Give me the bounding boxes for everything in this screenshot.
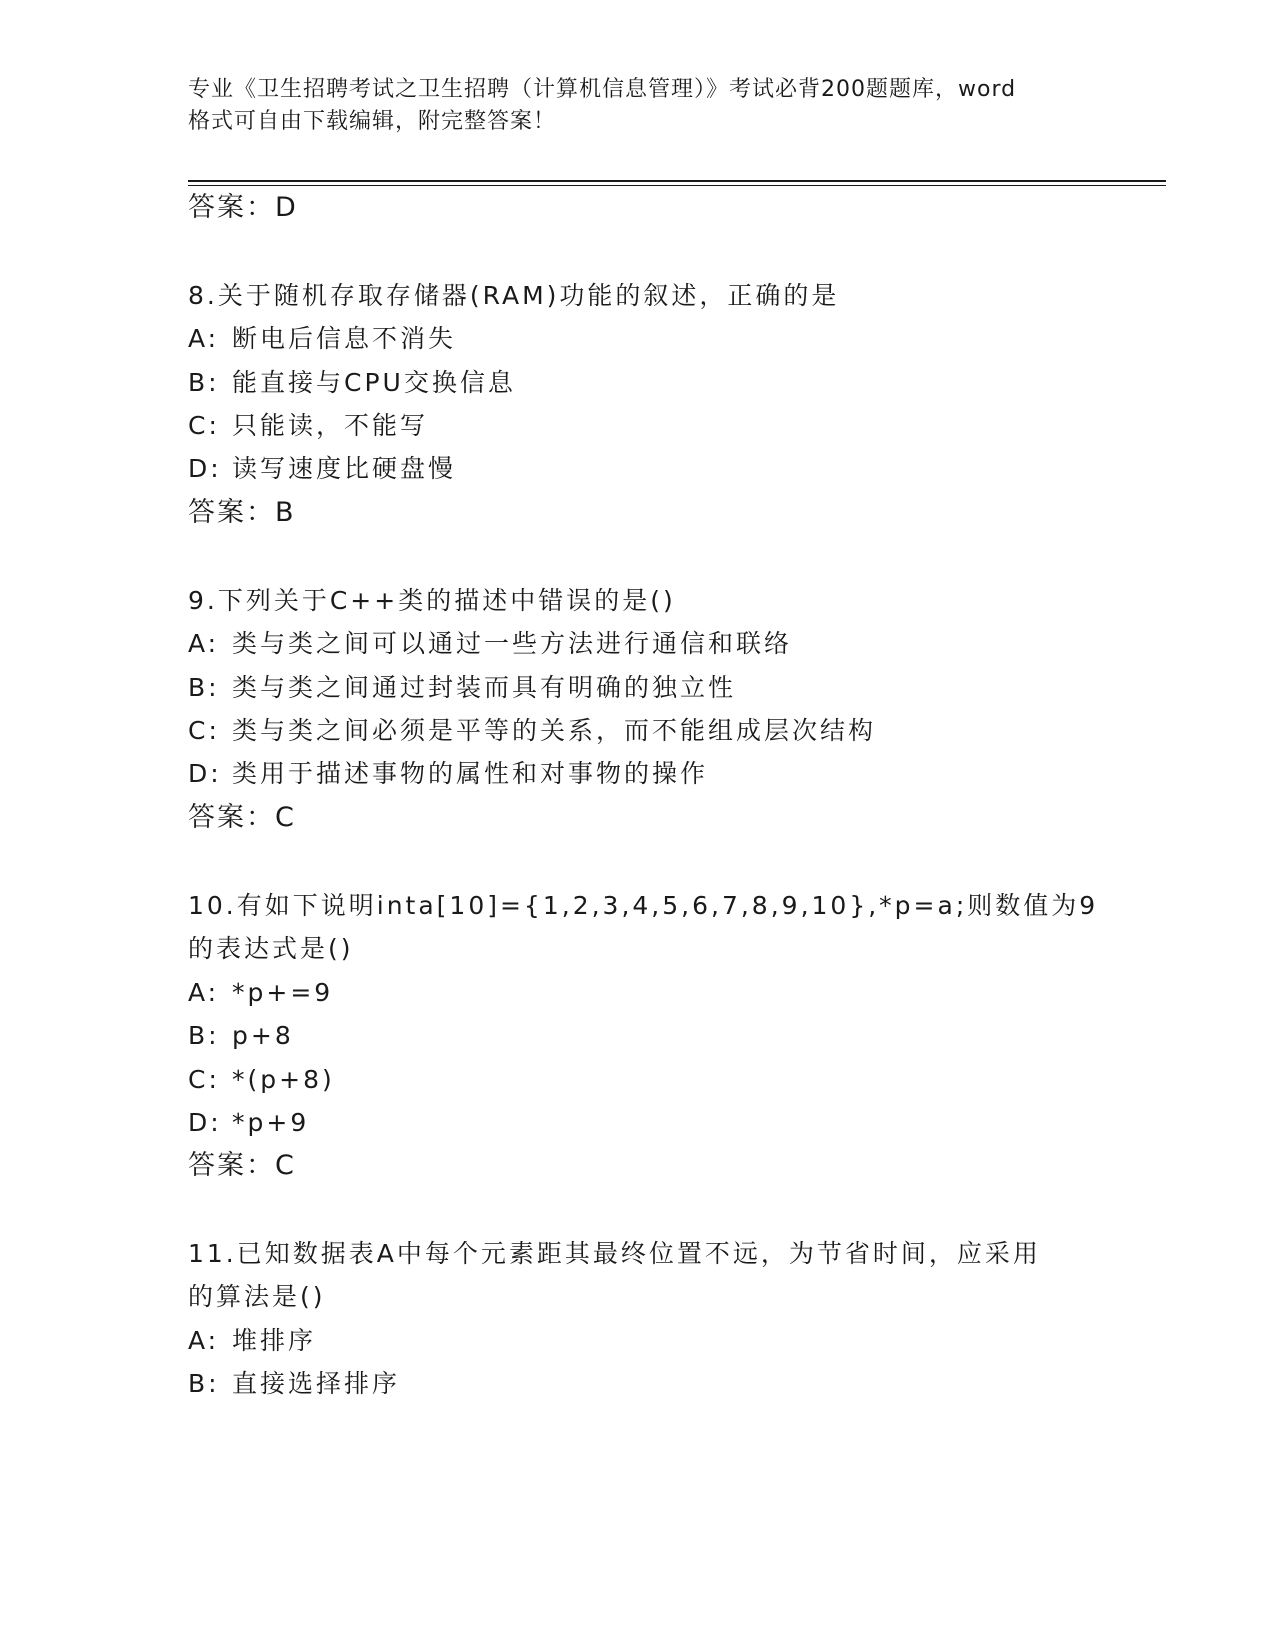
question-11-option-a <box>188 1325 316 1357</box>
option-text: 读写速度比硬盘慢 <box>232 454 457 483</box>
option-letter: B: <box>188 1021 220 1050</box>
option-text: 断电后信息不消失 <box>232 324 457 353</box>
answer-10: 答案：C <box>188 1150 296 1181</box>
option-text: 堆排序 <box>232 1326 317 1355</box>
option-text: *p+9 <box>232 1108 310 1137</box>
option-text: 类与类之间必须是平等的关系，而不能组成层次结构 <box>232 716 877 745</box>
question-10-stem-line-1: 10.有如下说明inta[10]={1,2,3,4,5,6,7,8,9,10},*p=a;则数值为9 <box>188 891 1099 920</box>
question-10-option-c <box>188 1064 335 1096</box>
option-letter: A: <box>188 629 220 658</box>
question-11-stem-line-2: 的算法是() <box>188 1282 326 1311</box>
option-text: 直接选择排序 <box>232 1369 401 1398</box>
question-9-option-b <box>188 672 736 704</box>
question-9-option-c <box>188 715 876 747</box>
option-text: p+8 <box>232 1021 294 1050</box>
answer-9: 答案：C <box>188 802 296 833</box>
question-10-option-d <box>188 1107 309 1139</box>
question-10-option-a <box>188 977 333 1009</box>
option-letter: D: <box>188 1108 222 1137</box>
question-8-option-b <box>188 367 516 399</box>
answer-7: 答案：D <box>188 192 298 223</box>
question-10-option-b <box>188 1020 294 1052</box>
option-text: *p+=9 <box>232 978 334 1007</box>
option-letter: C: <box>188 411 220 440</box>
option-text: 能直接与CPU交换信息 <box>232 368 516 397</box>
answer-8: 答案：B <box>188 497 296 528</box>
question-8-option-a <box>188 323 456 355</box>
question-10-stem-line-2: 的表达式是() <box>188 934 354 963</box>
option-text: 类与类之间可以通过一些方法进行通信和联络 <box>232 629 793 658</box>
question-8-option-d <box>188 453 456 485</box>
option-letter: C: <box>188 1065 220 1094</box>
option-letter: A: <box>188 324 220 353</box>
header-line-1: 专业《卫生招聘考试之卫生招聘（计算机信息管理）》考试必背200题题库，word <box>188 77 1017 102</box>
header-divider-thick <box>188 180 1166 182</box>
option-letter: B: <box>188 368 220 397</box>
question-11-stem-line-1: 11.已知数据表A中每个元素距其最终位置不远，为节省时间，应采用 <box>188 1239 1041 1268</box>
question-8-option-c <box>188 410 428 442</box>
question-8-stem: 8.关于随机存取存储器(RAM)功能的叙述，正确的是 <box>188 281 840 310</box>
option-text: 类与类之间通过封装而具有明确的独立性 <box>232 673 737 702</box>
option-text: 只能读，不能写 <box>232 411 429 440</box>
header-divider-thin <box>188 185 1166 186</box>
document-header <box>188 74 1088 138</box>
question-11-option-b <box>188 1368 400 1400</box>
option-text: 类用于描述事物的属性和对事物的操作 <box>232 759 709 788</box>
question-9-stem: 9.下列关于C++类的描述中错误的是() <box>188 586 676 615</box>
option-text: *(p+8) <box>232 1065 335 1094</box>
header-line-2: 格式可自由下载编辑，附完整答案！ <box>188 109 557 134</box>
option-letter: D: <box>188 454 222 483</box>
question-9-option-d <box>188 758 708 790</box>
option-letter: C: <box>188 716 220 745</box>
option-letter: D: <box>188 759 222 788</box>
option-letter: A: <box>188 978 220 1007</box>
option-letter: B: <box>188 1369 220 1398</box>
question-9-option-a <box>188 628 792 660</box>
option-letter: A: <box>188 1326 220 1355</box>
option-letter: B: <box>188 673 220 702</box>
